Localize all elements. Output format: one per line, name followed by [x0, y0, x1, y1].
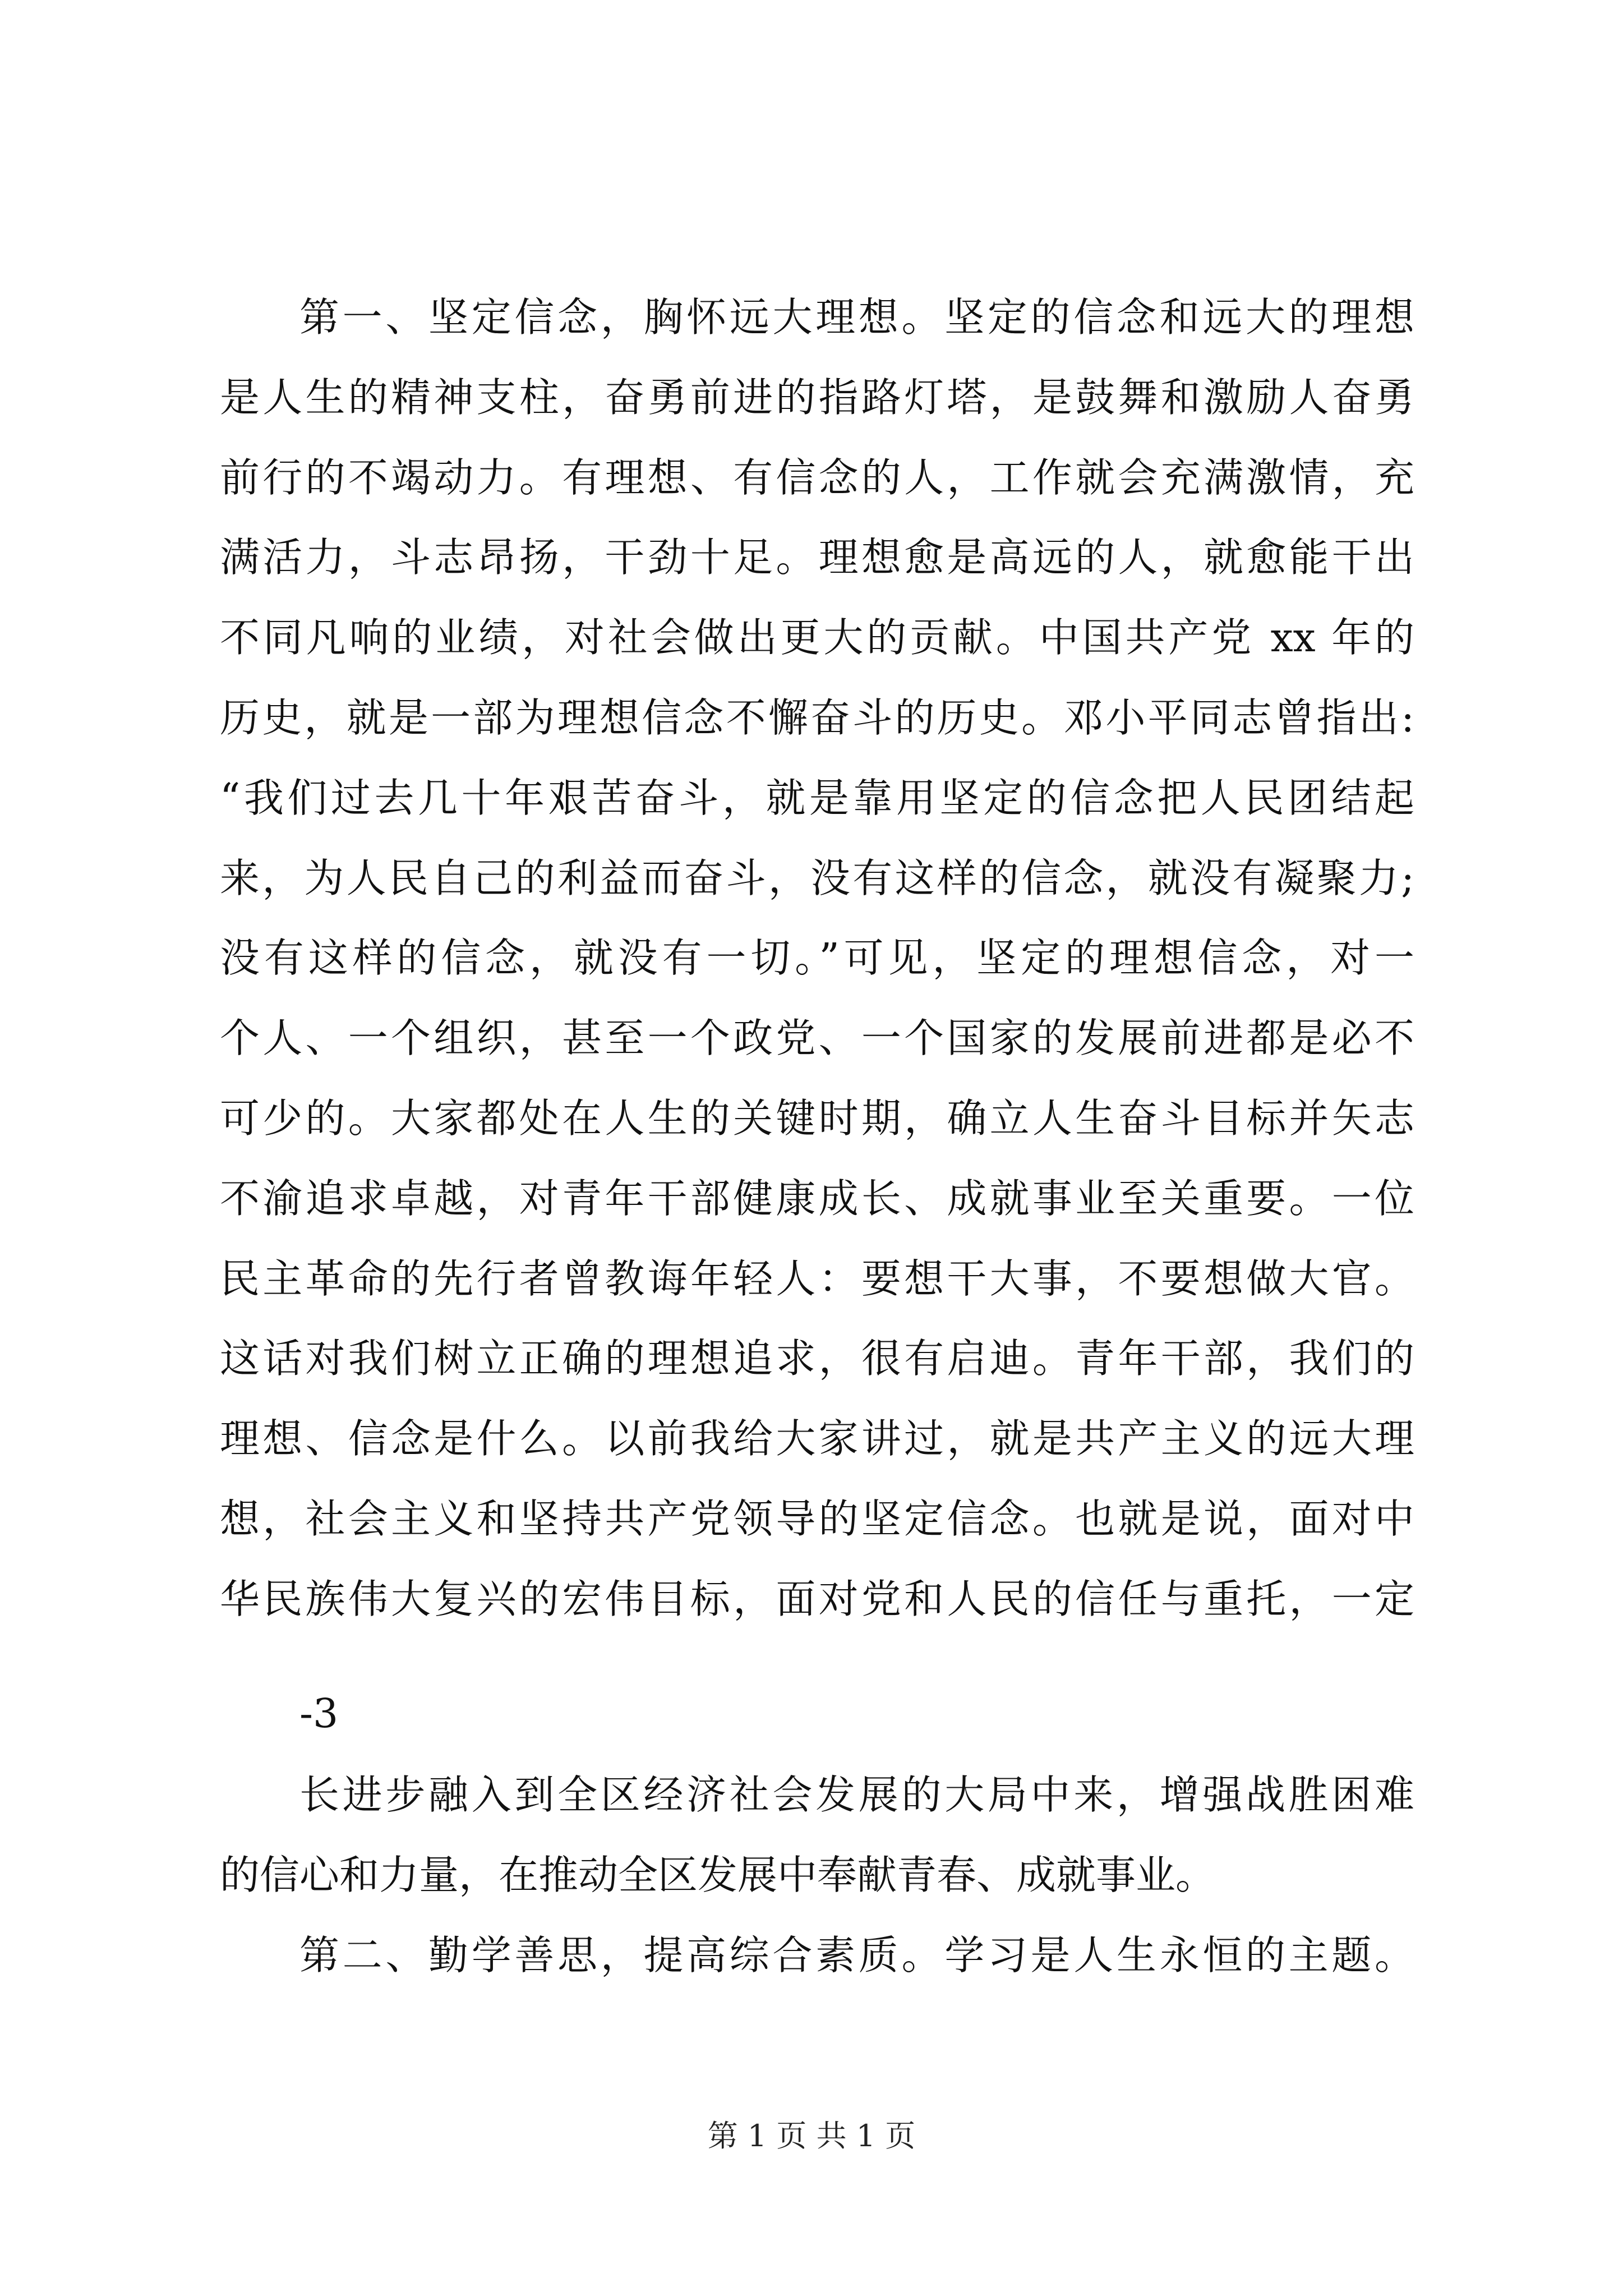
text-line: 可少的。大家都处在人生的关键时期，确立人生奋斗目标并矢志: [220, 1094, 1414, 1142]
text-line: 没有这样的信念，就没有一切。”可见，坚定的理想信念，对一: [220, 935, 1414, 982]
text-line: 满活力，斗志昂扬，干劲十足。理想愈是高远的人，就愈能干出: [220, 534, 1414, 581]
text-line: 民主革命的先行者曾教诲年轻人：要想干大事，不要想做大官。: [220, 1255, 1414, 1302]
text-line: 不渝追求卓越，对青年干部健康成长、成就事业至关重要。一位: [220, 1175, 1414, 1222]
text-line: 个人、一个组织，甚至一个政党、一个国家的发展前进都是必不: [220, 1015, 1414, 1062]
text-line: 的信心和力量，在推动全区发展中奉献青春、成就事业。: [220, 1851, 1216, 1898]
page-marker: -3: [299, 1690, 339, 1737]
text-line: 第一、坚定信念，胸怀远大理想。坚定的信念和远大的理想: [299, 294, 1414, 341]
text-line: 长进步融入到全区经济社会发展的大局中来，增强战胜困难: [299, 1772, 1414, 1818]
paragraph-second-study: [220, 1932, 1414, 2016]
text-line: 这话对我们树立正确的理想追求，很有启迪。青年干部，我们的: [220, 1335, 1414, 1382]
text-line: 想，社会主义和坚持共产党领导的坚定信念。也就是说，面对中: [220, 1495, 1414, 1542]
paragraph-continuation: [220, 1772, 1414, 1935]
text-line: 华民族伟大复兴的宏伟目标，面对党和人民的信任与重托，一定: [220, 1575, 1414, 1622]
text-line: 历史，就是一部为理想信念不懈奋斗的历史。邓小平同志曾指出:: [220, 694, 1414, 741]
text-line: “我们过去几十年艰苦奋斗，就是靠用坚定的信念把人民团结起: [220, 774, 1414, 821]
text-line: 理想、信念是什么。以前我给大家讲过，就是共产主义的远大理: [220, 1415, 1414, 1462]
text-line: 是人生的精神支柱，奋勇前进的指路灯塔，是鼓舞和激励人奋勇: [220, 374, 1414, 421]
text-line: 前行的不竭动力。有理想、有信念的人，工作就会充满激情，充: [220, 454, 1414, 501]
paragraph-first-belief: [220, 294, 1414, 1659]
text-line: 第二、勤学善思，提高综合素质。学习是人生永恒的主题。: [299, 1932, 1414, 1978]
page-footer: 第 1 页 共 1 页: [707, 2118, 916, 2154]
text-line: 来，为人民自己的利益而奋斗，没有这样的信念，就没有凝聚力;: [220, 854, 1414, 901]
text-line: 不同凡响的业绩，对社会做出更大的贡献。中国共产党 xx 年的: [220, 614, 1414, 661]
